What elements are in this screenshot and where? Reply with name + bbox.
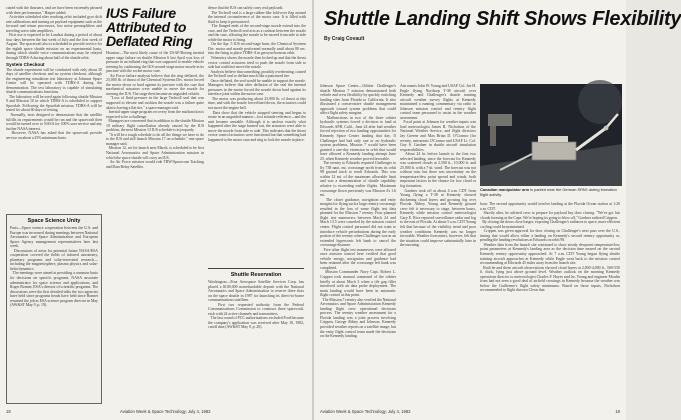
right-page-footer: Aviation Week & Space Technology, July 4, 1983: [320, 409, 411, 414]
caption-rest: is parked near the German SPAS during formation flight activity.: [480, 187, 617, 197]
photo-caption: [480, 188, 622, 197]
shuttle-article-col1: Johnson Space Center—Orbiter Challenger's shuttle Mission 7 mission demonstrated both vehicle and crew flexibility by quickly switching landing sites from Florida to California. It also illustrated a conservative shuttle management approach toward system problems that could affect flight safety margins. Malfunctions in two of the three orbiter hydraulic systems forced a decision to land at Edwards AFB, Calif., June 24 after bad weather forced rejection of two landing opportunities for Kennedy Space Center landing that day. If Challenger had had only one or no hydraulic system problems, Mission 7 would have been granted a one-day extension in orbit that would have allowed a Kennedy landing attempt June 25, when Kennedy weather proved favorable. The reentry to Edwards required Challenger to fly 738 naut. mi. crossrange north from its orbit 98 ground track to reach Edwards. This was within 12 mi. of the maximum allowable limit and was a demonstration of shuttle capability relative to exceeding earlier flights. Maximum crossrange flown previously was Mission 4's 1.6 mi. The closer guidance, navigation and entry margins for flying such a large reentry crossrange resulted in the loss of some flight test data planned for the Mission 7 reentry. Four planned flight test maneuvers between Mach 24 and Mach 13.5 were canceled by the mission control center. Flight control personnel did not want to introduce vehicle perturbations during the early portion of the reentry when Challenger was in an extended hypersonic left bank to cancel the crossrange distance. Five other flight test maneuvers were allowed once mission control here verified that good vehicle energy, navigation and guidance had been retained after the crossrange left bank was completed. Mission Commander Navy Capt. Robert L. Crippen took manual command of the orbiter briefly at about Mach 3 when a tile gap filler interfered with air data probe deployment. The main landing would have been in automatic flight control at this point. The Mission 7 reentry also verified the National Aeronautics and Space Administration Kennedy landing flight crew operational decisions process. The reentry weather assessment for a Florida landing was a joint process involving Crippen, George Abbey and Johnson. Kennedy provided weather reports on a satellite image, but the entry flight control team made the decisions on the Kennedy landing.: [320, 84, 396, 339]
right-col1: [320, 84, 396, 402]
byline: By Craig Covault: [324, 36, 365, 42]
shuttle-reservation-body: Washington—Four Aerospace Satellite Services Corp. has placed a $100,000 nonrefundable deposit with the National Aeronautics and Space Administration to reserve three slots on the space shuttle in 1987 for launching its direct-to-home communications satellites. First two requested authority from the Federal Communications Commission to construct three spacecraft, each with 24 active channels and transmitters. The last round of FCC authorizations excluded Ford because the company's application was received after May 18, 1982, cutoff date (AW&ST May 9, p. 20).: [208, 280, 304, 330]
caption-bold: Canadian manipulator arm: [480, 187, 530, 192]
left-col1-intro: ciated with the thrusters, and we have been extremely pleased with their performance," Harper added. Activities scheduled after reaching orbit included gyro drift rate calibrations and turning on payload equipment such as the forward and return processors, low noise preamplifiers and traveling wave tube amplifiers. First use is expected to be Landsat during a period of about four days between the last week of July and the first week of August. The spacecraft also is scheduled to provide service for the eighth space shuttle mission on an experimental basis, during which shuttle voice communications may be relayed through TDRS-A during about half of the shuttle orbit.: [6, 6, 103, 61]
left-page-footer: Aviation Week & Space Technology, July 4, 1983: [120, 409, 211, 414]
sidebar-title: Space Science Unity: [27, 218, 81, 224]
manipulator-arm-illustration: [480, 84, 622, 186]
shuttle-reservation-box: [208, 268, 304, 403]
space-science-sidebar: [6, 214, 102, 404]
left-page: [0, 0, 312, 420]
right-col2: [400, 84, 476, 402]
ius-failure-headline: IUS Failure Attributed to Deflated Ring: [106, 5, 193, 49]
left-page-number: 18: [6, 409, 11, 414]
canadian-arm-photo: [480, 84, 622, 186]
shuttle-article-col2: Astronauts John W. Young and USAF Col. Joe H. Engle flying Northrop T-38 aircraft over Kennedy and Challenger's shuttle training aircraft weather survey flights at Kennedy maintained a running commentary via radio to Johnson mission control and reentry flight control team personnel to assist in the weather assessment. Focal point at Johnson for weather inputs was lead meteorologist James R. Nicholson of the National Weather Service, and flight directors Jay Greene and Max Brian D. O'Connor (for reentry, astronauts O'Connor and USAF Lt. Col. Guy S. Gardner in shuttle aircraft simulation responsibilities. About 24 hr. before launch to the first two selected landing, since the forecast for Kennedy was scattered clouds at 2,500 ft., 10,000 ft. and 25,000 ft. with a 7-kt. wind. The forecast was not without rain, but there was uncertainty on the temperature/dew point spread and winds, both important factors in the chance for low cloud or fog formation. Gardner took off at about 4 a.m. CDT from Young flying a T-38 at Kennedy showed thickening cloud layers and growing fog over Florida. Abbey, Young and Kennedy ground crew felt it necessary to stage, between hours, Kennedy while mission control meteorologist Gary E. Rice reported surveillance radar and fog to the east of Florida. At about 5 a.m. CDT Young felt that because of the visibility trend and poor weather conditions Kennedy was no longer favorable. Weather forecasters, however, felt that the situation could improve substantially later in the morning.: [400, 84, 476, 248]
sidebar-body: Paris—Space science cooperation between the U.S. and Europe was increased during meetings between National Aeronautics and Space Administration and European Space Agency management representatives here last week. Discussions of areas for potential future NASA/ESA cooperation covered the fields of infrared astronomy, planetary programs and solar-terrestrial research—including the magnetosphere, plasma physics and solar-helio dynamics. The meetings were aimed at providing a common basis for decisions on specific programs. NASA associate administrator for space science and applications, and Roger Bonnet, ESA's director of scientific programs. The discussions were the first detailed talks the two agencies have held since programs heads have held since Bonnet resumed the job as ESA science program director in May (AW&ST May 9, p. 19).: [10, 226, 98, 308]
shuttle-landing-headline: Shuttle Landing Shift Shows Flexibility: [324, 8, 681, 30]
right-page: [314, 0, 681, 420]
left-col1-body: The shuttle experiment will be conducted with only about 30 days of satellite checkout and no system checkout, although the engineering simulation test laboratory at Johnson Space Center will be operated with TDRS-A during the demonstration. The test laboratory is capable of simulating shuttle communications functions. The laboratory will be used again following shuttle Mission 9 and Mission 10 in which TDRS-A is scheduled to support Spacelab. Following the Spacelab mission, TDRS-A will be tested for about 60 days of testing. Normally, tests designed to demonstrate that the satellite fulfills its requirements would be run and the spacecraft then would be turned over to NASA for 100% user service and any further NASA interest. However, NASA has asked that the spacecraft provide service on about a 25% minimum basis.: [6, 67, 102, 140]
left-col3-top: [208, 6, 306, 264]
shuttle-article-col3: hour. The second opportunity would involve landing at the Florida Ocean station at 1:20 a.m. CDT. Shortly after, he advised crew to prepare for payload bay door closing. "We've got fair clouds forming at the Cape. We're hoping its going to blow off," Gardner radioed Crippen. By closing the doors close longer, exposing Challenger's radiators to space, more efficient cooling could be maintained. Crippen was given approval for door closing on Challenger's next pass over the U.S., timing that would allow either a landing on Kennedy's second reentry opportunity or, pending the landing revolutions at Edwards on orbit 98. Weather data from the launch site continued to show steady dewpoint temperature/low point parameters at Kennedy's landing area as the decision time neared on the second Kennedy reentry opportunity approached. At 7 a.m. CDT Young began flying shuttle training aircraft approaches at Kennedy while Engle went back to the mission control recommending at Edwards 45 miles away from the launch site. Both he and these aircraft observations showed cloud layers at 2,000-4,000 ft., 500-550 ft. thick, lying just above ground level. Weather outlook on the morning Kennedy operations director or meteorologist Charles F. Hayes said he, Young and engineer Moulin from had not seen a good deal of airfield crossings in Kennedy because the weather was below the Guillermo's flight safety minimums. Based on those inputs, Nicholson recommended to flight director Cleon that: [480, 202, 620, 293]
ius-article-body: Houston—The most likely cause of the USAF/Boeing inertial upper stage failure on shuttle Mission 6 last April was loss of pressure in an inflated ring that was supposed to enable vehicle steering by cushioning the IUS second-stage motor nozzle in its juncture with the rocket motor case. Air Force failure analysts believe that the ring deflated, the 25,000 lb. of thrust of the Chemical Systems Div. motor forced the motor down so hard against its juncture with the case that mechanical actuators were unable to move the nozzle for steering the IUS. The stage then became an unguided vehicle. "Loss of fluid pressure in the large Techroll seal that was supposed to elevate and cushion the nozzle was a failure quite akin to having a flat tire," a space manager said. Inertial upper stage program recovery from the malfunction is expected to be a challenge. Managers are concerned that in addition to the shuttle Mission 10 military flight cancellation already caused by the IUS problem, the next Mission 13 IUS schedule is in jeopardy. "It will be a tough schedule to do all the things we have to do to the IUS and still launch Mission 17 on schedule," one space manager said. Mission 12, set for launch next March, is scheduled to be first National Aeronautics and Space Administration mission in which the space shuttle will carry an IUS. An Air Force mission would ride TRW/Spacecom Tracking and Data Relay Satellite.: [106, 51, 205, 169]
system-checkout-subhead: System Checkout: [6, 61, 45, 67]
left-col1-top: [6, 6, 102, 211]
headline-block: [324, 8, 681, 42]
left-col2: [106, 6, 204, 406]
shuttle-reservation-subhead: Shuttle Reservation: [230, 272, 282, 278]
right-page-number: 19: [615, 409, 620, 414]
right-col3: [480, 202, 620, 402]
ius-article-continued: dence that the IUS can safely carry real payloads. The Techroll seal is a large rubber-like fold-over flap around the internal circumference of the motor case. It is filled with fluid to keep it pressurized. The flanged ends of the second-stage nozzle extend into the case, and the Techroll seal acts as a cushion between the nozzle and the case, allowing the nozzle to be moved from side to side while the motor is firing. On the Apr. 5 IUS second-stage burn, the Chemical Systems Div. motor and nozzle performed normally until about 80 sec. into the firing to place TDRS-A in geosynchronous orbit. Telemetry shows the nozzle then locked up and that the thrust vector control actuators tried to push the nozzle from side to side but could not move the nozzle. Analysis believe that something, possibly overheating, caused the Techroll seal to deflate much like a punctured tire. Once deflated, the seal would be unable to support the nozzle. Managers believe that after deflation of the seal the internal pressures in the motor forced the nozzle down hard against its interface joint within the motor case. The motor was producing about 25,000 lb. of thrust at this time, and with the nozzle forced hard down, the actuators could not move the engine bell. Data show that the vehicle stopped steering and began to rotate in an unguided manner—lost attitude reference—and the unit became unstable. Although it is unclear exactly what happened after the stage burned out, the actuators were able to move the nozzle from side to side. This indicates that the thrust vector control actuators were functional but that something had happened to the motor case and ring to lock the nozzle in place.: [208, 6, 307, 142]
